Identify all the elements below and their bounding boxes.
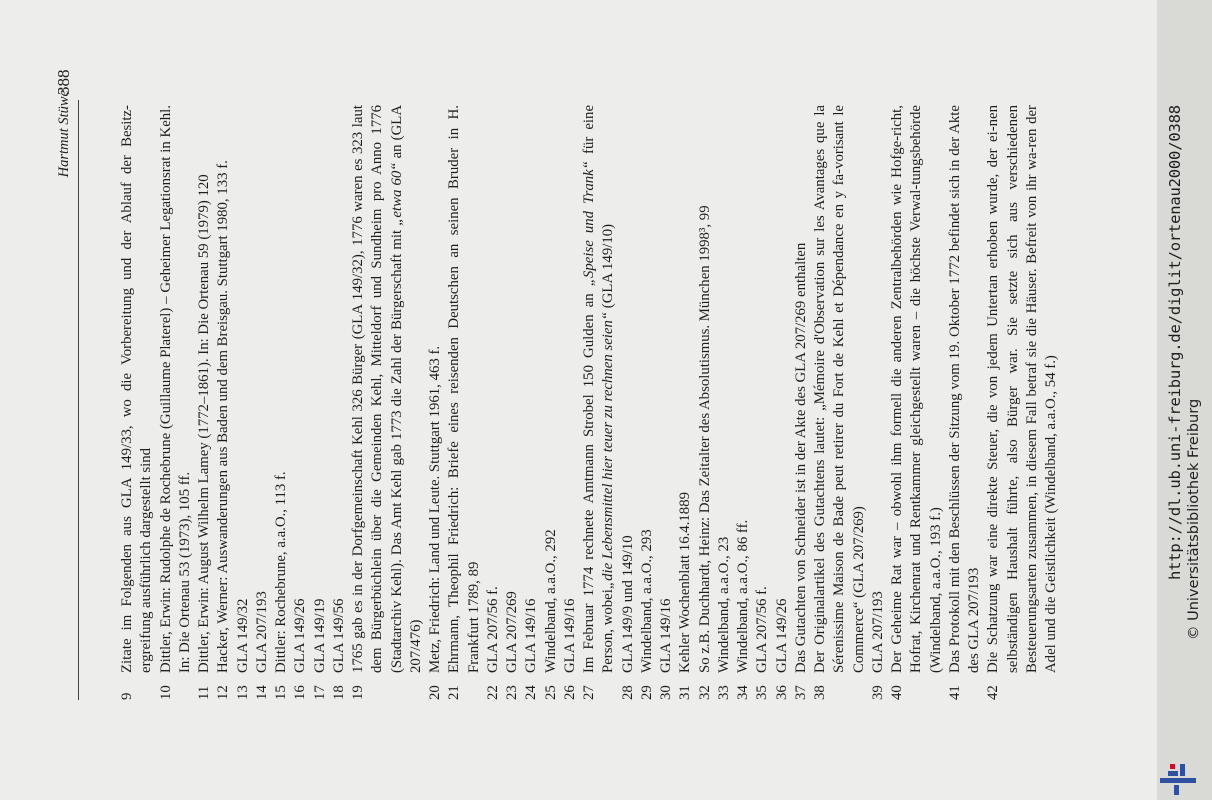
- footnote-text-part: GLA 207/56 f.: [754, 586, 771, 673]
- footnote-number: 36: [773, 685, 790, 700]
- footnote-number: 32: [696, 685, 713, 700]
- footnote-text: [734, 105, 753, 673]
- footnote-number: 30: [658, 685, 674, 700]
- footnote: [311, 105, 330, 700]
- footnote-text-part: Hacker, Werner: Auswanderungen aus Baden und dem Breisgau. Stuttgart 1980, 133 f.: [215, 160, 232, 673]
- footnote-text-part: Metz, Friedrich: Land und Leute. Stuttgart 1961, 463 f.: [427, 345, 443, 673]
- footnote-number: 40: [889, 685, 905, 700]
- footnote-text: [214, 105, 233, 673]
- footnote-text: [792, 105, 811, 673]
- footnote: [753, 105, 772, 700]
- footnote-text-part: GLA 149/56: [330, 598, 347, 673]
- footnote-text-part: Kehler Wochenblatt 16.4.1889: [677, 492, 694, 673]
- footnote: [811, 105, 869, 700]
- footnote-text-part: Windelband, a.a.O., 293: [638, 529, 655, 673]
- footnote-text: [753, 105, 772, 673]
- footnote-text-part: an (GLA 207/476): [388, 105, 424, 673]
- footnote-number: 29: [638, 685, 655, 700]
- footnote-text: [195, 105, 214, 673]
- footnote-text-part: Windelband, a.a.O., 23: [715, 536, 732, 673]
- footnote-text-part: Der Geheime Rat war – obwohl ihm formell die anderen Zentralbehörden wie Hofge-richt, Hofrat, Kirchenrat und Rentkammer gleichgestellt waren – die höchste Verwal-tungsbehörde (Windelband, a.a.O., 193 f.): [889, 105, 944, 673]
- footnote-number: 27: [581, 685, 597, 700]
- footnote: [715, 105, 734, 700]
- footnote-text: [118, 105, 157, 673]
- footnote-number: 14: [253, 685, 270, 700]
- footnote-text-part: Dittler, Erwin: August Wilhelm Lamey (1772–1861). In: Die Ortenau 59 (1979) 120: [196, 174, 212, 673]
- footnote-number: 16: [292, 685, 309, 700]
- footnote-text: [676, 105, 695, 673]
- footnote-text: [234, 105, 253, 673]
- footnote: [291, 105, 310, 700]
- footnote-text: [580, 105, 619, 673]
- footnote-number: 17: [311, 685, 328, 700]
- running-head: Hartmut Stüwe: [56, 90, 72, 178]
- footnote-text-part: Windelband, a.a.O., 292: [542, 529, 559, 673]
- footnote-number: 42: [985, 685, 1002, 700]
- footnote: [484, 105, 503, 700]
- footnote-number: 37: [792, 685, 809, 700]
- footnote: [984, 105, 1061, 700]
- footnote: [542, 105, 561, 700]
- footnote-text-part: Die Schatzung war eine direkte Steuer, die von jedem Untertan erhoben wurde, der ei-nen selbständigen Haushalt führte, also Bürger war. Sie setzte sich aus verschiedenen Besteuerungsarten zusammen, in diesem Fall betraf sie die Häuser. Befreit von ihr wa-ren der Adel und die Geistlichkeit (Windelband, a.a.O., 54 f.): [985, 105, 1059, 673]
- footnote-number: 18: [330, 685, 347, 700]
- footnote-text-part: GLA 207/269: [504, 591, 520, 673]
- footnote-text-part: GLA 149/9 und 149/10: [619, 535, 636, 673]
- footnote-text: [522, 105, 541, 673]
- footnote-text-part: GLA 149/16: [561, 598, 578, 673]
- footnote-text: [311, 105, 330, 673]
- footnote-list: [118, 105, 1061, 700]
- footnote-number: 20: [427, 685, 443, 700]
- footnote-text: [330, 105, 349, 673]
- footnote: [773, 105, 792, 700]
- footnote-text: [157, 105, 196, 673]
- footnote-text: [445, 105, 484, 673]
- footnote-text: [272, 105, 291, 673]
- footnote-text: [869, 105, 888, 673]
- footnote-number: 23: [504, 685, 520, 700]
- footnote-number: 22: [484, 685, 501, 700]
- footnote: [696, 105, 715, 700]
- footnote: [157, 105, 196, 700]
- footnote: [503, 105, 522, 700]
- footnote-text-part: GLA 149/32: [234, 598, 251, 673]
- footnote: [792, 105, 811, 700]
- footnote: [445, 105, 484, 700]
- footnote-text: [946, 105, 985, 673]
- footnote: [426, 105, 445, 700]
- footnote-text-part: Dittler: Rochebrune, a.a.O., 113 f.: [273, 471, 289, 673]
- footnote-text-part: GLA 149/26: [773, 598, 790, 673]
- footnote-text-part: Das Protokoll mit den Beschlüssen der Sitzung vom 19. Oktober 1772 befindet sich in der Akte des GLA 207/193: [946, 105, 982, 673]
- footnote-number: 13: [234, 685, 251, 700]
- footnote-number: 12: [215, 685, 232, 700]
- footnote: [253, 105, 272, 700]
- footnote-text-part: GLA 149/26: [292, 598, 309, 673]
- footnote-number: 39: [869, 685, 886, 700]
- footnote: [734, 105, 753, 700]
- footnote: [330, 105, 349, 700]
- footnote-text-part: Ehrmann, Theophil Friedrich: Briefe eines reisenden Deutschen an seinen Bruder in H. Frankfurt 1789, 89: [446, 105, 482, 673]
- footnote: [619, 105, 638, 700]
- footnote-text: [349, 105, 426, 673]
- footnote-text: [715, 105, 734, 673]
- footnote-quote: „etwa 60“: [388, 162, 405, 226]
- footnote-text-part: Der Originalartikel des Gutachtens lautet: „Mémoire d'Observation sur les Avantages que la Sérenissime Maison de Bade peut retirer du Fort de Kehl et Dépendance en y fa-vorisant le Commerce“ (GLA 207/269): [812, 105, 867, 673]
- footnote-text: [426, 105, 445, 673]
- footnote-text: [619, 105, 638, 673]
- footnote-number: 24: [523, 685, 540, 700]
- footnote: [234, 105, 253, 700]
- footnote-text-part: GLA 149/16: [523, 598, 540, 673]
- footnote-number: 25: [542, 685, 559, 700]
- footnote: [118, 105, 157, 700]
- footnote-text-part: GLA 207/193: [253, 591, 270, 673]
- footnote-number: 28: [619, 685, 636, 700]
- footnote-text-part: GLA 207/56 f.: [484, 586, 501, 673]
- footnote-text: [484, 105, 503, 673]
- footnote-number: 9: [119, 692, 135, 700]
- footnote-text-part: Im Februar 1774 rechnete Amtmann Strobel 150 Gulden an: [581, 293, 597, 673]
- footnote: [657, 105, 676, 700]
- footnote-number: 33: [715, 685, 732, 700]
- footnote-quote: „die Lebensmittel hier teuer zu rechnen seien“: [600, 311, 617, 590]
- footnote-text: [811, 105, 869, 673]
- library-logo-icon: [1160, 761, 1201, 795]
- source-url[interactable]: http://dl.ub.uni-freiburg.de/diglit/ortenau2000/0388: [1166, 105, 1184, 580]
- footnote-text-part: GLA 149/16: [658, 598, 674, 673]
- footnote: [676, 105, 695, 700]
- footnote: [561, 105, 580, 700]
- footnote: [214, 105, 233, 700]
- footnote-number: 11: [196, 685, 212, 700]
- copyright-notice: © Universitätsbibliothek Freiburg: [1186, 398, 1202, 640]
- footnote: [888, 105, 946, 700]
- footnote-text-part: Dittler, Erwin: Rudolphe de Rochebrune (Guillaume Platerel) – Geheimer Legationsrat in Kehl. In: Die Ortenau 53 (1973), 105 ff.: [157, 105, 193, 673]
- footnote-text: [888, 105, 946, 673]
- footnote: [946, 105, 985, 700]
- footnote-number: 35: [754, 685, 771, 700]
- footnote-text-part: (GLA 149/10): [600, 223, 617, 312]
- footnote-number: 34: [735, 685, 751, 700]
- footnote-text: [657, 105, 676, 673]
- footnote-quote: „Speise und Trank“: [581, 161, 597, 287]
- footnote: [195, 105, 214, 700]
- footnote-text-part: So z.B. Duchhardt, Heinz: Das Zeitalter des Absolutismus. München 1998³, 99: [696, 205, 713, 673]
- footnote: [580, 105, 619, 700]
- footnote-text: [291, 105, 310, 673]
- footnote: [638, 105, 657, 700]
- footnote-text: [696, 105, 715, 673]
- footnote-text: [253, 105, 272, 673]
- footnote-text-part: 1765 gab es in der Dorfgemeinschaft Kehl 326 Bürger (GLA 149/32), 1776 waren es 323 laut dem Bürgerbüchlein über die Gemeinden Kehl, Mitteldorf und Sundheim pro Anno 1776 (Stadtarchiv Kehl). Das Amt Kehl gab 1773 die Zahl der Bürgerschaft mit: [350, 105, 405, 673]
- footnote-text-part: für eine Person, wobei: [581, 104, 617, 673]
- footnote-number: 38: [812, 685, 828, 700]
- footnote-text-part: Windelband, a.a.O., 86 ff.: [735, 519, 751, 673]
- footnote-number: 15: [273, 685, 289, 700]
- footnote: [349, 105, 426, 700]
- footnote-number: 31: [677, 685, 694, 700]
- footnote-number: 41: [946, 685, 963, 700]
- footnote-text-part: Zitate im Folgenden aus GLA 149/33, wo die Vorbereitung und der Ablauf der Besitz-ergreifung ausführlich dargestellt sind: [119, 105, 155, 673]
- footnote-number: 19: [350, 685, 366, 700]
- footnote-text: [638, 105, 657, 673]
- footnote-text: [503, 105, 522, 673]
- footnote-text: [561, 105, 580, 673]
- footnote-text-part: GLA 149/19: [311, 598, 328, 673]
- footnote: [869, 105, 888, 700]
- footnote-number: 21: [446, 685, 463, 700]
- page-number: 388: [54, 69, 73, 95]
- footnote-text-part: GLA 207/193: [869, 591, 886, 673]
- footnote-text-part: Das Gutachten von Schneider ist in der Akte des GLA 207/269 enthalten: [792, 242, 809, 673]
- footnote-text: [542, 105, 561, 673]
- footnote-number: 10: [157, 685, 174, 700]
- footnote: [272, 105, 291, 700]
- footnote-number: 26: [561, 685, 578, 700]
- footnote-text: [984, 105, 1061, 673]
- footnote: [522, 105, 541, 700]
- header-rule: [78, 100, 79, 700]
- footnote-text: [773, 105, 792, 673]
